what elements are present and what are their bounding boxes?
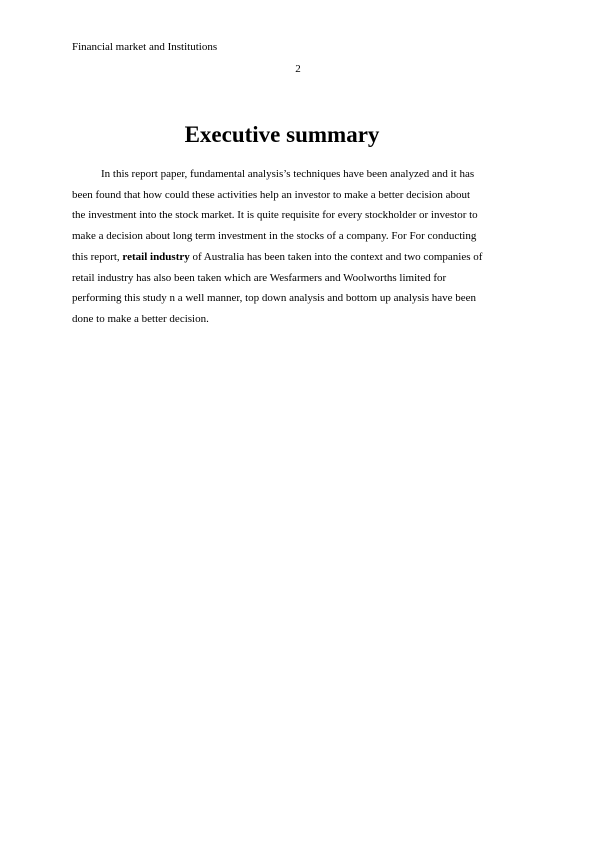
section-title: Executive summary [184,122,380,147]
paragraph-text: this report, [72,250,123,263]
paragraph-line: make a decision about long term investment in the stocks of a company. For For conducting [72,230,477,243]
page-number: 2 [295,63,301,75]
paragraph-line: retail industry has also been taken which are Wesfarmers and Woolworths limited for [72,271,447,284]
bold-term: retail industry [122,250,190,263]
paragraph-text: of Australia has been taken into the context and two companies of [189,250,483,263]
paragraph-line [72,247,524,268]
paragraph-line: performing this study n a well manner, top down analysis and bottom up analysis have been [72,292,477,305]
running-header: Financial market and Institutions [72,41,218,53]
paragraph-line: the investment into the stock market. It is quite requisite for every stockholder or investor to [72,209,478,222]
paragraph-line: been found that how could these activities help an investor to make a better decision about [72,188,471,201]
paragraph-line: In this report paper, fundamental analysis’s techniques have been analyzed and it has [101,168,475,180]
summary-paragraph [72,164,524,330]
paragraph-line: done to make a better decision. [72,312,209,325]
